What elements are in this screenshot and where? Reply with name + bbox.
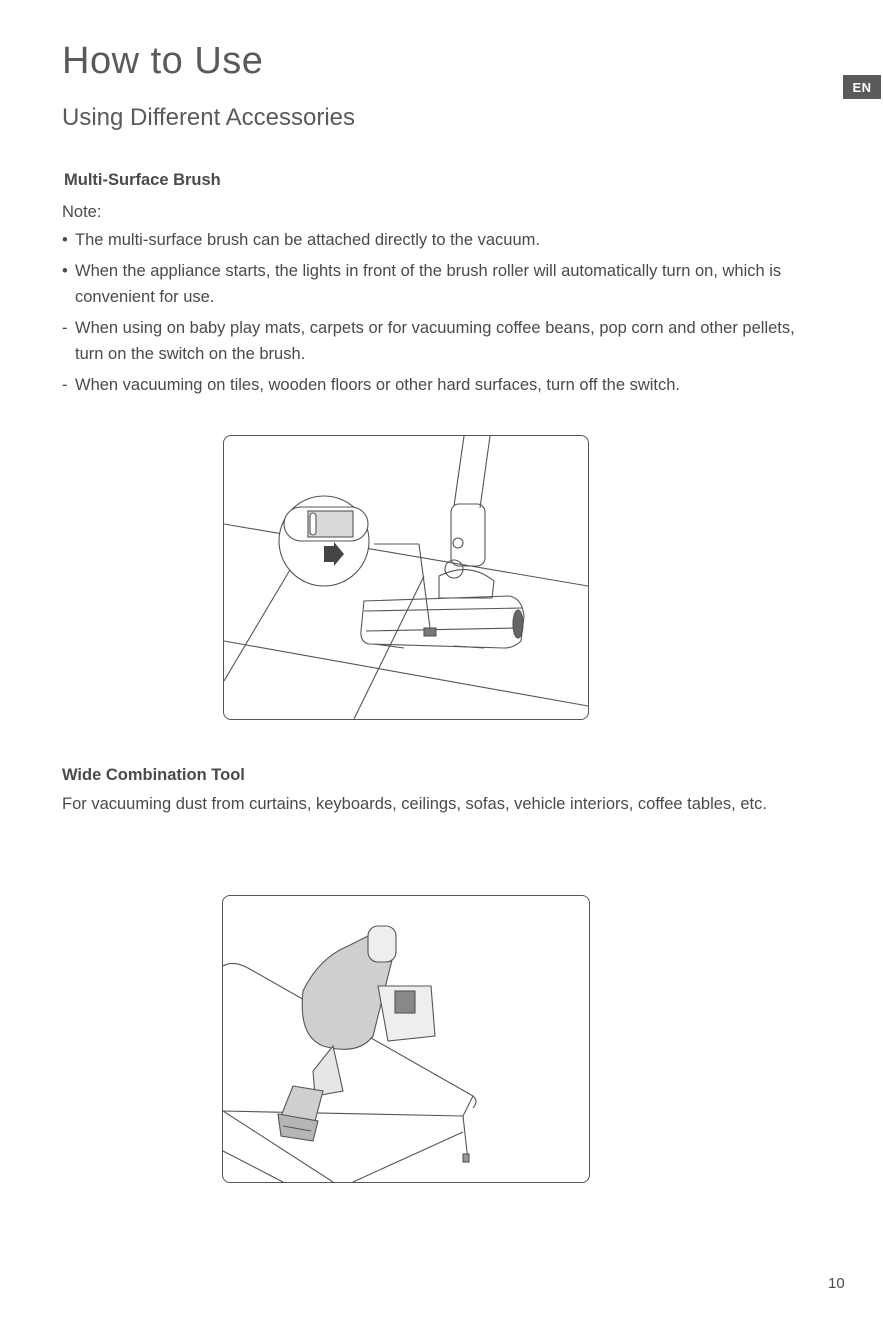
bullet-marker: • <box>62 231 68 249</box>
list-item-text: When the appliance starts, the lights in front of the brush roller will automatically turn on, which is convenient for use. <box>75 262 782 306</box>
list-item-text: When vacuuming on tiles, wooden floors or other hard surfaces, turn off the switch. <box>75 376 681 394</box>
note-list <box>62 227 822 403</box>
language-badge: EN <box>843 75 881 99</box>
wide-tool-illustration-svg <box>223 896 589 1182</box>
page-number: 10 <box>828 1275 845 1292</box>
list-item <box>62 227 822 253</box>
list-item-text: The multi-surface brush can be attached directly to the vacuum. <box>75 231 540 249</box>
wide-combination-tool-title: Wide Combination Tool <box>62 766 245 784</box>
wide-tool-illustration <box>222 895 590 1183</box>
page-title: How to Use <box>62 40 264 82</box>
list-item <box>62 315 822 367</box>
list-item <box>62 372 822 398</box>
multi-surface-brush-title: Multi-Surface Brush <box>64 171 221 189</box>
dash-marker: - <box>62 376 68 394</box>
dash-marker: - <box>62 319 68 337</box>
wide-combination-tool-description: For vacuuming dust from curtains, keyboards, ceilings, sofas, vehicle interiors, coffee tables, etc. <box>62 795 767 813</box>
brush-illustration <box>223 435 589 720</box>
section-heading: Using Different Accessories <box>62 104 356 131</box>
list-item-text: When using on baby play mats, carpets or for vacuuming coffee beans, pop corn and other pellets, turn on the switch on the brush. <box>75 319 795 363</box>
bullet-marker: • <box>62 262 68 280</box>
list-item <box>62 258 822 310</box>
note-label: Note: <box>62 203 102 221</box>
brush-illustration-svg <box>224 436 588 719</box>
